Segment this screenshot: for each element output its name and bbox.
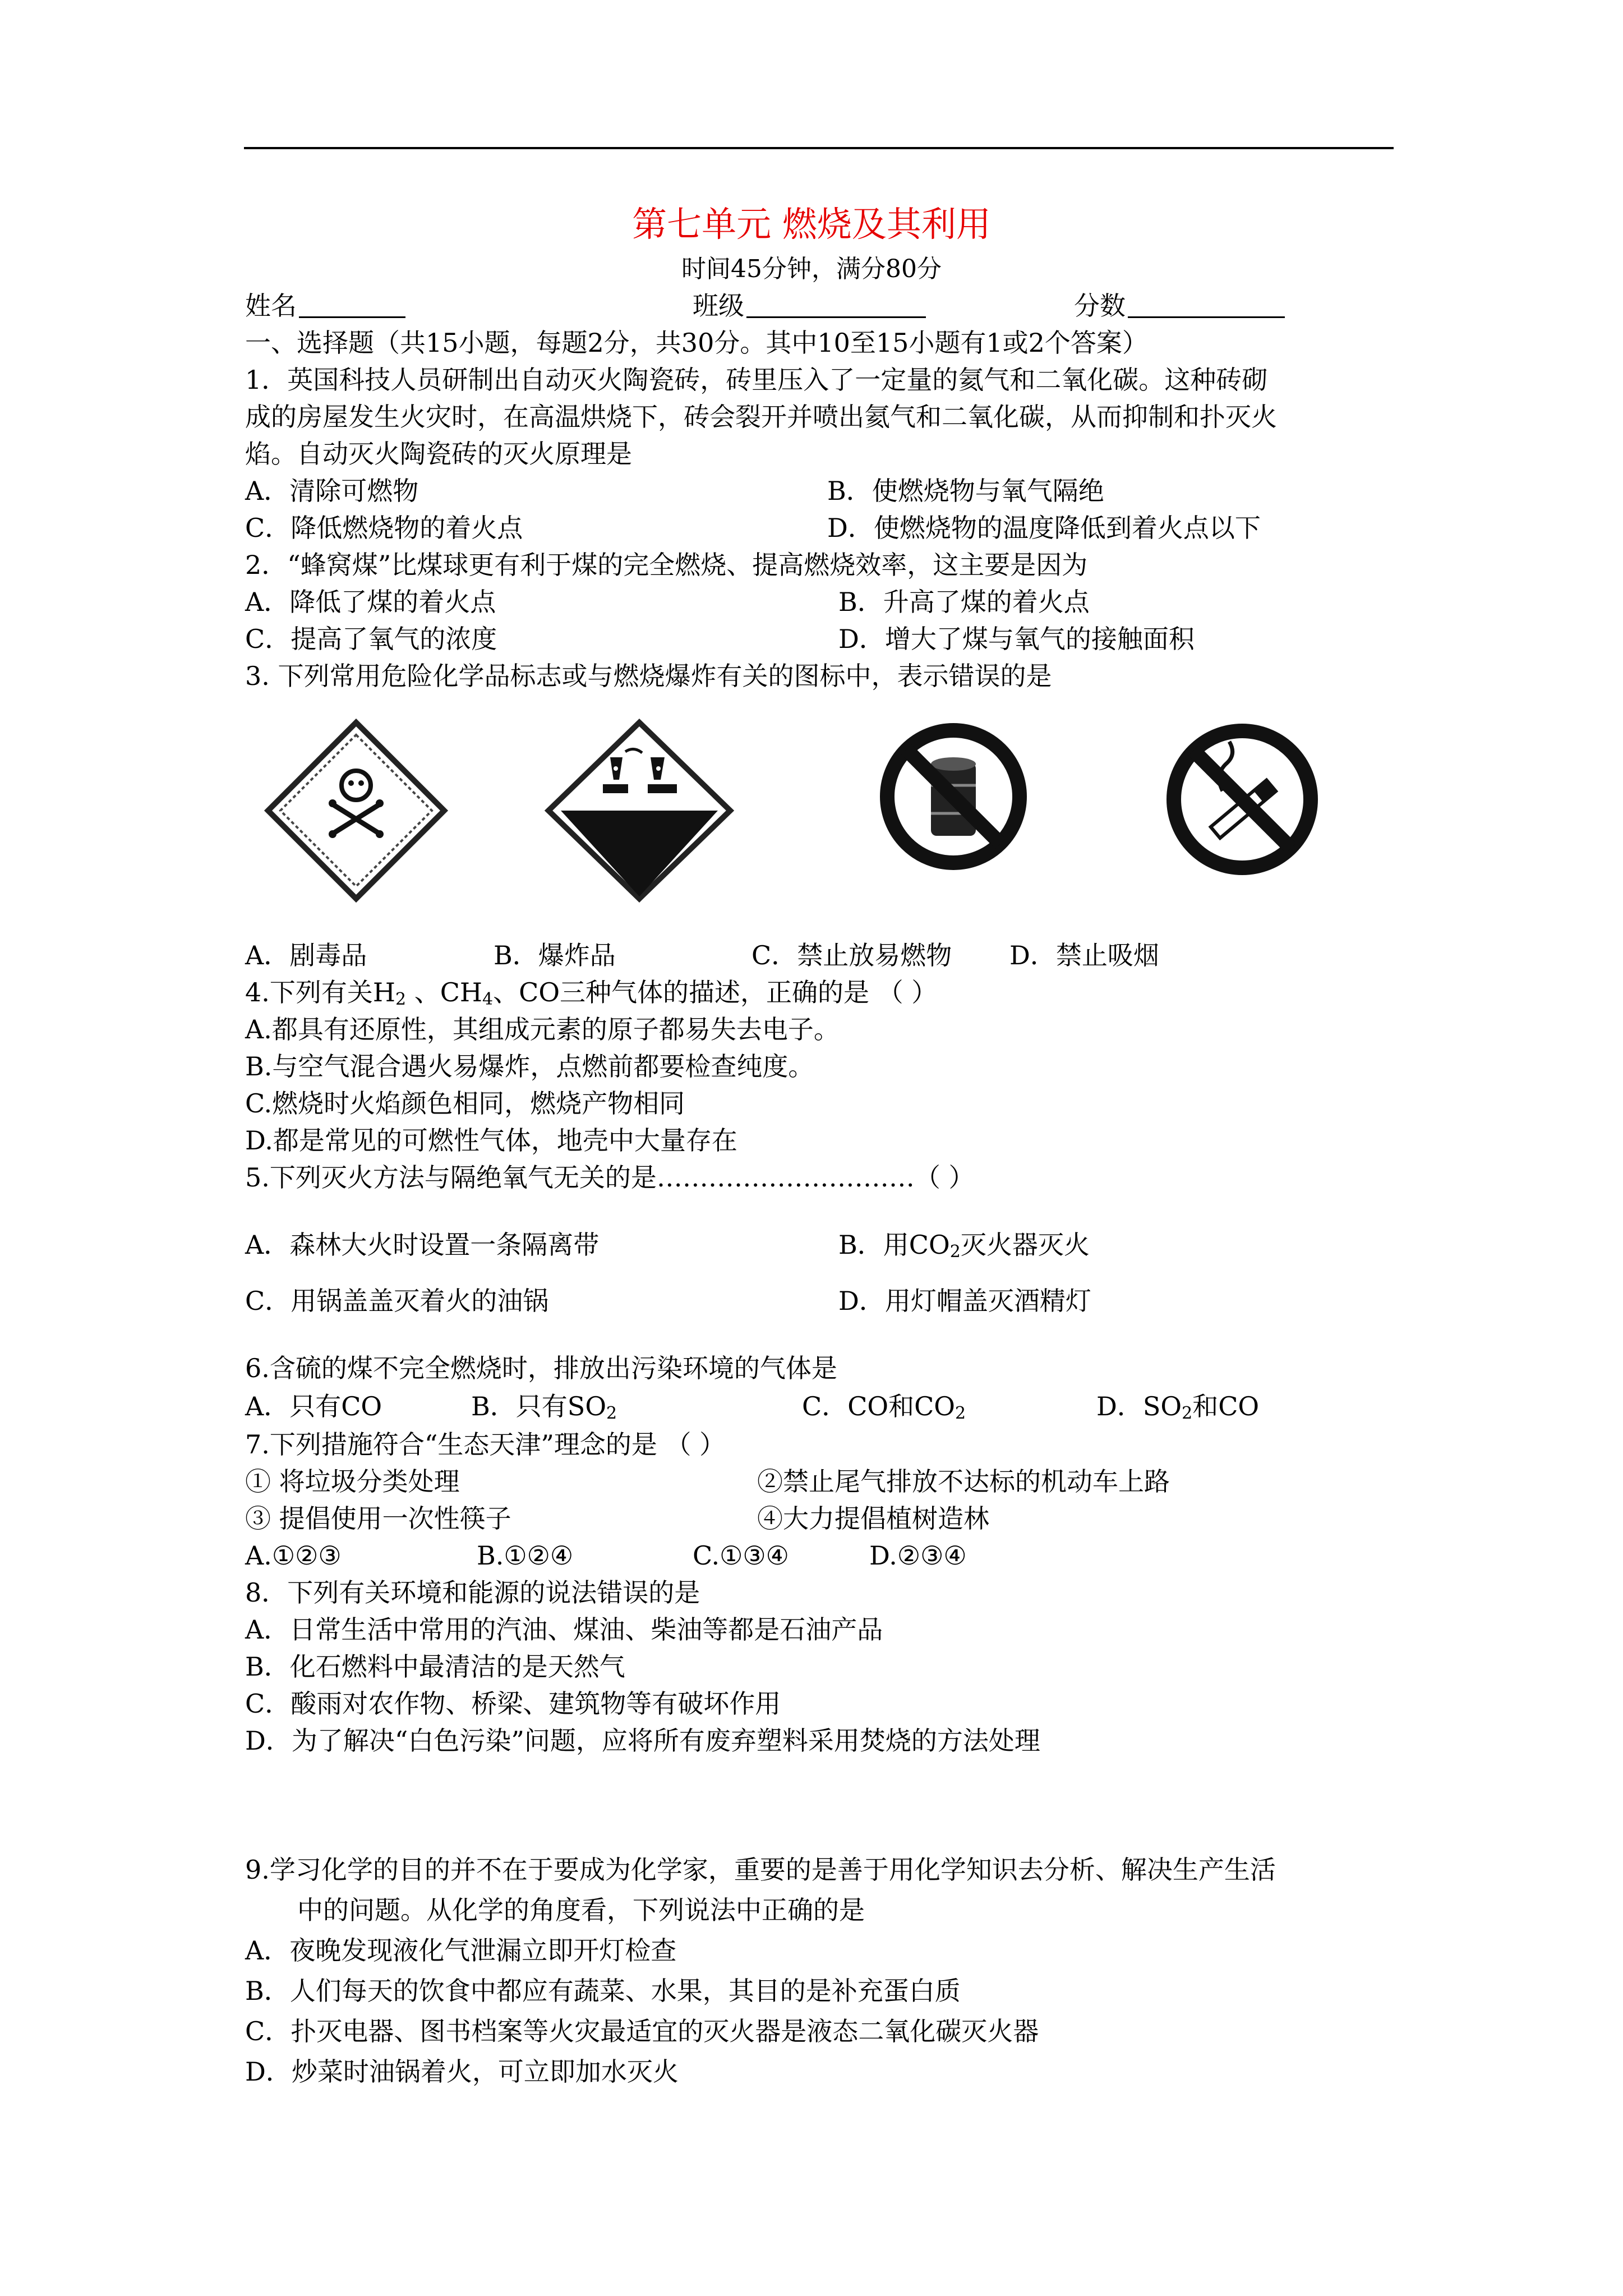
q1-stem-line-3: 焰。自动灭火陶瓷砖的灭火原理是 — [245, 439, 632, 469]
no-flammables-sign-icon — [875, 718, 1032, 875]
q1-option-c[interactable]: C．降低燃烧物的着火点 — [245, 513, 523, 543]
q9-option-b[interactable]: B．人们每天的饮食中都应有蔬菜、水果，其目的是补充蛋白质 — [245, 1976, 961, 2006]
q9-option-d[interactable]: D．炒菜时油锅着火，可立即加水灭火 — [245, 2056, 679, 2087]
q2-option-d[interactable]: D．增大了煤与氧气的接触面积 — [838, 624, 1195, 654]
q6-option-b[interactable]: B．只有$SO_2$ — [471, 1391, 617, 1423]
exam-time-info: 时间45分钟，满分80分 — [681, 255, 942, 283]
q8-option-c[interactable]: C．酸雨对农作物、桥梁、建筑物等有破坏作用 — [245, 1688, 781, 1719]
q8-stem: 8．下列有关环境和能源的说法错误的是 — [245, 1577, 700, 1608]
q6-stem: 6.含硫的煤不完全燃烧时，排放出污染环境的气体是 — [245, 1353, 837, 1383]
q7-item-4: ④大力提倡植树造林 — [757, 1503, 989, 1534]
q9-option-a[interactable]: A．夜晚发现液化气泄漏立即开灯检查 — [245, 1935, 677, 1966]
q5-option-c[interactable]: C．用锅盖盖灭着火的油锅 — [245, 1286, 549, 1316]
q3-option-d[interactable]: D．禁止吸烟 — [1009, 940, 1159, 970]
q6-option-a[interactable]: A．只有CO — [245, 1391, 382, 1421]
q2-option-a[interactable]: A．降低了煤的着火点 — [245, 587, 496, 617]
q1-option-b[interactable]: B．使燃烧物与氧气隔绝 — [827, 476, 1104, 506]
q1-stem-line-2: 成的房屋发生火灾时，在高温烘烧下，砖会裂开并喷出氦气和二氧化碳，从而抑制和扑灭火 — [245, 402, 1277, 432]
q4-option-a[interactable]: A.都具有还原性，其组成元素的原子都易失去电子。 — [245, 1014, 840, 1045]
q2-option-b[interactable]: B．升高了煤的着火点 — [838, 587, 1090, 617]
q5-option-b[interactable]: B．用$CO_2$灭火器灭火 — [838, 1230, 1090, 1262]
header-rule — [244, 147, 1394, 149]
q4-option-c[interactable]: C.燃烧时火焰颜色相同，燃烧产物相同 — [245, 1088, 685, 1119]
no-smoking-sign-icon — [1161, 718, 1324, 881]
q9-stem-line-1: 9.学习化学的目的并不在于要成为化学家，重要的是善于用化学知识去分析、解决生产生活 — [245, 1855, 1276, 1885]
page-title: 第七单元 燃烧及其利用 — [632, 204, 991, 245]
q7-option-d[interactable]: D.②③④ — [869, 1540, 967, 1571]
name-field[interactable] — [245, 287, 405, 324]
q9-stem-line-2: 中的问题。从化学的角度看，下列说法中正确的是 — [297, 1895, 865, 1925]
q6-option-d[interactable]: D．$SO_2$和CO — [1096, 1391, 1260, 1423]
q7-option-c[interactable]: C.①③④ — [693, 1540, 789, 1571]
score-field[interactable] — [1074, 287, 1285, 324]
q3-sign-images — [0, 718, 1623, 909]
q5-option-a[interactable]: A．森林大火时设置一条隔离带 — [245, 1230, 600, 1260]
q4-option-b[interactable]: B.与空气混合遇火易爆炸，点燃前都要检查纯度。 — [245, 1051, 814, 1082]
q5-stem: 5.下列灭火方法与隔绝氧气无关的是…………………………（ ） — [245, 1162, 975, 1193]
corrosive-sign-icon — [544, 718, 735, 903]
class-blank[interactable] — [746, 294, 926, 318]
q2-stem: 2．“蜂窝煤”比煤球更有利于煤的完全燃烧、提高燃烧效率，这主要是因为 — [245, 550, 1088, 580]
q4-option-d[interactable]: D.都是常见的可燃性气体，地壳中大量存在 — [245, 1125, 737, 1156]
q7-item-1: ① 将垃圾分类处理 — [245, 1466, 460, 1497]
toxic-sign-icon — [264, 718, 449, 903]
q4-stem: 4.下列有关$H_2$ 、$CH_4$、CO三种气体的描述，正确的是 （ ） — [245, 977, 938, 1009]
q7-item-3: ③ 提倡使用一次性筷子 — [245, 1503, 511, 1534]
q1-option-a[interactable]: A．清除可燃物 — [245, 476, 419, 506]
section-heading: 一、选择题（共15小题，每题2分，共30分。其中10至15小题有1或2个答案） — [245, 328, 1148, 358]
score-blank[interactable] — [1128, 294, 1285, 318]
name-label: 姓名 — [245, 291, 297, 321]
q8-option-d[interactable]: D．为了解决“白色污染”问题，应将所有废弃塑料采用焚烧的方法处理 — [245, 1726, 1040, 1756]
q9-option-c[interactable]: C．扑灭电器、图书档案等火灾最适宜的灭火器是液态二氧化碳灭火器 — [245, 2016, 1039, 2046]
q1-option-d[interactable]: D．使燃烧物的温度降低到着火点以下 — [827, 513, 1261, 543]
q7-stem: 7.下列措施符合“生态天津”理念的是 （ ） — [245, 1429, 726, 1460]
q1-stem-line-1: 1．英国科技人员研制出自动灭火陶瓷砖，砖里压入了一定量的氦气和二氧化碳。这种砖砌 — [245, 365, 1268, 395]
q3-option-b[interactable]: B．爆炸品 — [494, 940, 616, 970]
q3-option-c[interactable]: C．禁止放易燃物 — [751, 940, 952, 970]
q2-option-c[interactable]: C．提高了氧气的浓度 — [245, 624, 497, 654]
q3-option-a[interactable]: A．剧毒品 — [245, 940, 367, 970]
q8-option-b[interactable]: B．化石燃料中最清洁的是天然气 — [245, 1651, 625, 1682]
name-blank[interactable] — [299, 294, 405, 318]
q3-stem: 3. 下列常用危险化学品标志或与燃烧爆炸有关的图标中，表示错误的是 — [245, 661, 1052, 691]
q7-option-a[interactable]: A.①②③ — [245, 1540, 342, 1571]
q5-option-d[interactable]: D．用灯帽盖灭酒精灯 — [838, 1286, 1091, 1316]
q8-option-a[interactable]: A．日常生活中常用的汽油、煤油、柴油等都是石油产品 — [245, 1614, 883, 1645]
q6-option-c[interactable]: C．CO和$CO_2$ — [802, 1391, 966, 1423]
q7-item-2: ②禁止尾气排放不达标的机动车上路 — [757, 1466, 1170, 1497]
q7-option-b[interactable]: B.①②④ — [477, 1540, 574, 1571]
class-field[interactable] — [693, 287, 926, 324]
class-label: 班级 — [693, 291, 744, 321]
score-label: 分数 — [1074, 291, 1126, 321]
